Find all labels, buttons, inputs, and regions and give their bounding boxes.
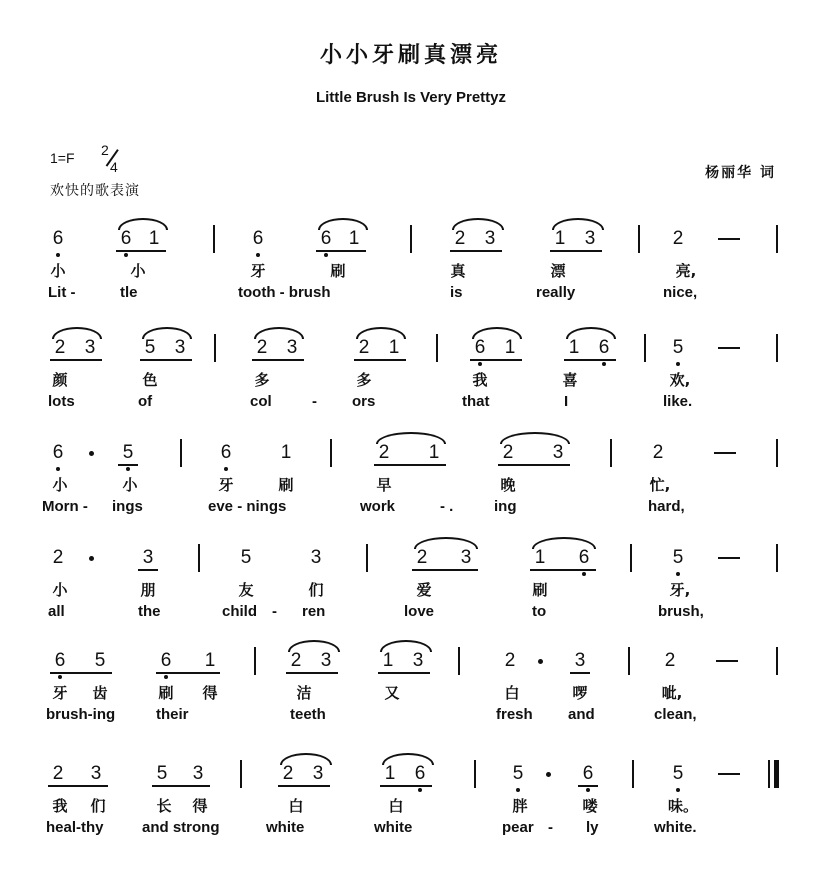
lyric-en: that <box>462 393 490 410</box>
sustain-dash <box>718 557 740 559</box>
lyric-cn: 牙 <box>218 476 234 494</box>
barline <box>644 334 646 362</box>
lyric-cn: 长 <box>156 797 172 815</box>
lyric-en: heal-thy <box>46 819 104 836</box>
song-title: 小小牙刷真漂亮 <box>319 43 502 68</box>
beam-line <box>578 785 598 787</box>
lyric-en: teeth <box>290 706 326 723</box>
barline <box>240 760 242 788</box>
sustain-dash <box>718 238 740 240</box>
lyric-en: clean, <box>654 706 697 723</box>
lyric-en: fresh <box>496 706 533 723</box>
sustain-dash <box>718 773 740 775</box>
lyric-cn: 们 <box>308 581 324 599</box>
beam-line <box>118 464 138 466</box>
lyric-en: - <box>312 393 317 410</box>
song-subtitle: Little Brush Is Very Prettyz <box>315 89 507 106</box>
lyric-en: pear <box>502 819 534 836</box>
lyric-cn: 牙 <box>52 684 68 702</box>
note: 2 <box>54 337 66 358</box>
barline <box>198 544 200 572</box>
note: 2 <box>504 650 516 671</box>
lyric-cn: 齿 <box>92 684 108 702</box>
music-system-5 <box>0 650 822 760</box>
lyric-cn: 呲, <box>661 684 683 702</box>
lyric-cn: 朋 <box>140 581 156 599</box>
note: 1 <box>204 650 216 671</box>
beam-line <box>116 250 166 252</box>
note: 3 <box>484 228 496 249</box>
time-sig-bottom: 4 <box>110 159 118 175</box>
lyric-en: white. <box>654 819 697 836</box>
note: 1 <box>280 442 292 463</box>
lyric-cn: 小 <box>122 476 138 494</box>
note: 1 <box>554 228 566 249</box>
lyric-en: hard, <box>648 498 685 515</box>
note: 5 <box>144 337 156 358</box>
lyric-en: to <box>532 603 547 620</box>
note: 6 <box>48 228 68 250</box>
beam-line <box>470 359 522 361</box>
note: 2 <box>52 763 64 784</box>
barline <box>254 647 256 675</box>
lyric-en: lots <box>48 393 75 410</box>
note: 1 <box>504 337 516 358</box>
music-system-2 <box>0 337 822 447</box>
lyric-cn: 味。 <box>668 797 699 815</box>
lyric-cn: 刷 <box>532 581 548 599</box>
note: 3 <box>460 547 472 568</box>
note: 6 <box>316 228 336 250</box>
lyric-cn: 胖 <box>512 797 528 815</box>
note: 6 <box>594 337 614 359</box>
lyric-en: ors <box>352 393 376 410</box>
final-barline-thick <box>774 760 779 788</box>
beam-line <box>152 785 210 787</box>
lyric-cn: 刷 <box>330 262 346 280</box>
beam-line <box>140 359 192 361</box>
lyric-en: like. <box>663 393 693 410</box>
note: 3 <box>584 228 596 249</box>
time-signature <box>98 142 124 178</box>
beam-line <box>380 785 432 787</box>
lyric-en: ings <box>112 498 143 515</box>
lyric-en: and strong <box>142 819 220 836</box>
note: 2 <box>454 228 466 249</box>
note: 3 <box>192 763 204 784</box>
lyric-cn: 欢, <box>669 371 691 389</box>
lyric-cn: 小 <box>52 581 68 599</box>
note: 3 <box>412 650 424 671</box>
lyric-en: col <box>250 393 272 410</box>
lyricist-credit: 杨丽华 词 <box>705 165 776 181</box>
note: 3 <box>142 547 154 568</box>
note: 2 <box>358 337 370 358</box>
lyric-en: white <box>374 819 413 836</box>
lyric-cn: 牙, <box>669 581 691 599</box>
lyric-cn: 友 <box>238 581 254 599</box>
music-system-1 <box>0 228 822 338</box>
lyric-en: brush-ing <box>46 706 116 723</box>
lyric-cn: 们 <box>90 797 106 815</box>
note: 6 <box>216 442 236 464</box>
lyric-cn: 小 <box>52 476 68 494</box>
note: 1 <box>348 228 360 249</box>
barline <box>632 760 634 788</box>
barline <box>610 439 612 467</box>
note: 2 <box>282 763 294 784</box>
lyric-cn: 刷 <box>158 684 174 702</box>
beam-line <box>278 785 330 787</box>
lyric-en: eve - nings <box>208 498 287 515</box>
lyric-en: Lit - <box>48 284 76 301</box>
barline <box>366 544 368 572</box>
lyric-en: child <box>222 603 258 620</box>
barline <box>180 439 182 467</box>
note: 6 <box>116 228 136 250</box>
note: 1 <box>388 337 400 358</box>
note: 5 <box>118 442 138 464</box>
beam-line <box>286 672 338 674</box>
lyric-en: all <box>48 603 65 620</box>
lyric-en: love <box>404 603 435 620</box>
barline <box>776 647 778 675</box>
note: 3 <box>574 650 586 671</box>
beam-line <box>564 359 616 361</box>
barline <box>638 225 640 253</box>
lyric-cn: 亮, <box>675 262 697 280</box>
music-system-6 <box>0 763 822 873</box>
lyric-cn: 啰 <box>572 684 588 702</box>
augmentation-dot <box>546 772 551 777</box>
note: 2 <box>652 442 664 463</box>
note: 3 <box>320 650 332 671</box>
lyric-cn: 漂 <box>550 262 566 280</box>
beam-line <box>316 250 366 252</box>
note: 3 <box>310 547 322 568</box>
note: 1 <box>384 763 396 784</box>
beam-line <box>156 672 220 674</box>
beam-line <box>378 672 430 674</box>
time-sig-top: 2 <box>101 142 109 158</box>
note: 5 <box>668 337 688 359</box>
note: 2 <box>256 337 268 358</box>
barline <box>213 225 215 253</box>
sustain-dash <box>716 660 738 662</box>
lyric-en: and <box>568 706 595 723</box>
lyric-en: their <box>156 706 189 723</box>
note: 6 <box>574 547 594 569</box>
note: 5 <box>156 763 168 784</box>
note: 3 <box>84 337 96 358</box>
note: 3 <box>552 442 564 463</box>
note: 6 <box>248 228 268 250</box>
barline <box>630 544 632 572</box>
tempo-marking: 欢快的歌表演 <box>50 183 140 199</box>
note: 3 <box>90 763 102 784</box>
lyric-cn: 真 <box>450 262 466 280</box>
beam-line <box>550 250 602 252</box>
lyric-cn: 又 <box>384 684 400 702</box>
barline <box>410 225 412 253</box>
beam-line <box>570 672 590 674</box>
beam-line <box>50 672 112 674</box>
lyric-cn: 喜 <box>562 371 578 389</box>
note: 2 <box>52 547 64 568</box>
lyric-cn: 多 <box>254 371 270 389</box>
note: 1 <box>534 547 546 568</box>
note: 5 <box>508 763 528 785</box>
augmentation-dot <box>89 451 94 456</box>
note: 2 <box>416 547 428 568</box>
lyric-cn: 刷 <box>278 476 294 494</box>
lyric-cn: 白 <box>504 684 520 702</box>
lyric-cn: 洁 <box>296 684 312 702</box>
lyric-en: - <box>548 819 553 836</box>
lyric-en: work <box>360 498 396 515</box>
lyric-cn: 白 <box>288 797 304 815</box>
sustain-dash <box>714 452 736 454</box>
beam-line <box>252 359 304 361</box>
lyric-en: ren <box>302 603 326 620</box>
lyric-en: is <box>450 284 463 301</box>
lyric-en: ly <box>586 819 599 836</box>
lyric-cn: 我 <box>472 371 488 389</box>
beam-line <box>498 464 570 466</box>
barline <box>474 760 476 788</box>
note: 6 <box>156 650 176 672</box>
augmentation-dot <box>538 659 543 664</box>
note: 2 <box>672 228 684 249</box>
final-barline-thin <box>768 760 770 788</box>
beam-line <box>138 569 158 571</box>
beam-line <box>412 569 478 571</box>
note: 1 <box>428 442 440 463</box>
lyric-cn: 我 <box>52 797 68 815</box>
lyric-cn: 多 <box>356 371 372 389</box>
note: 2 <box>502 442 514 463</box>
barline <box>330 439 332 467</box>
lyric-cn: 小 <box>50 262 66 280</box>
lyric-en: - . <box>440 498 454 515</box>
lyric-cn: 早 <box>376 476 392 494</box>
note: 3 <box>174 337 186 358</box>
note: 3 <box>286 337 298 358</box>
lyric-cn: 喽 <box>582 797 598 815</box>
lyric-en: - <box>272 603 277 620</box>
note: 1 <box>382 650 394 671</box>
note: 5 <box>668 763 688 785</box>
lyric-cn: 得 <box>202 684 218 702</box>
lyric-en: I <box>564 393 569 410</box>
beam-line <box>48 785 108 787</box>
lyric-en: tooth - brush <box>238 284 331 301</box>
note: 5 <box>668 547 688 569</box>
lyric-en: nice, <box>663 284 698 301</box>
note: 5 <box>240 547 252 568</box>
barline <box>628 647 630 675</box>
lyric-cn: 色 <box>142 371 158 389</box>
lyric-en: really <box>536 284 576 301</box>
note: 2 <box>290 650 302 671</box>
lyric-cn: 忙, <box>649 476 671 494</box>
lyric-en: Morn - <box>42 498 88 515</box>
lyric-cn: 晚 <box>500 476 516 494</box>
note: 6 <box>48 442 68 464</box>
barline <box>776 544 778 572</box>
lyric-en: the <box>138 603 161 620</box>
augmentation-dot <box>89 556 94 561</box>
beam-line <box>354 359 406 361</box>
beam-line <box>50 359 102 361</box>
note: 5 <box>94 650 106 671</box>
sustain-dash <box>718 347 740 349</box>
barline <box>458 647 460 675</box>
lyric-en: of <box>138 393 153 410</box>
barline <box>776 225 778 253</box>
note: 6 <box>50 650 70 672</box>
note: 2 <box>664 650 676 671</box>
beam-line <box>374 464 446 466</box>
lyric-cn: 颜 <box>52 371 68 389</box>
lyric-cn: 小 <box>130 262 146 280</box>
lyric-cn: 得 <box>192 797 208 815</box>
note: 1 <box>148 228 160 249</box>
lyric-cn: 牙 <box>250 262 266 280</box>
music-system-3 <box>0 442 822 552</box>
key-signature: 1=F <box>50 150 75 166</box>
note: 6 <box>578 763 598 785</box>
beam-line <box>530 569 596 571</box>
note: 1 <box>568 337 580 358</box>
note: 3 <box>312 763 324 784</box>
beam-line <box>450 250 502 252</box>
lyric-cn: 爱 <box>416 581 432 599</box>
note: 6 <box>470 337 490 359</box>
lyric-en: brush, <box>658 603 704 620</box>
lyric-cn: 白 <box>388 797 404 815</box>
lyric-en: white <box>266 819 305 836</box>
note: 6 <box>410 763 430 785</box>
barline <box>436 334 438 362</box>
barline <box>776 439 778 467</box>
barline <box>776 334 778 362</box>
lyric-en: ing <box>494 498 517 515</box>
note: 2 <box>378 442 390 463</box>
lyric-en: tle <box>120 284 138 301</box>
barline <box>214 334 216 362</box>
